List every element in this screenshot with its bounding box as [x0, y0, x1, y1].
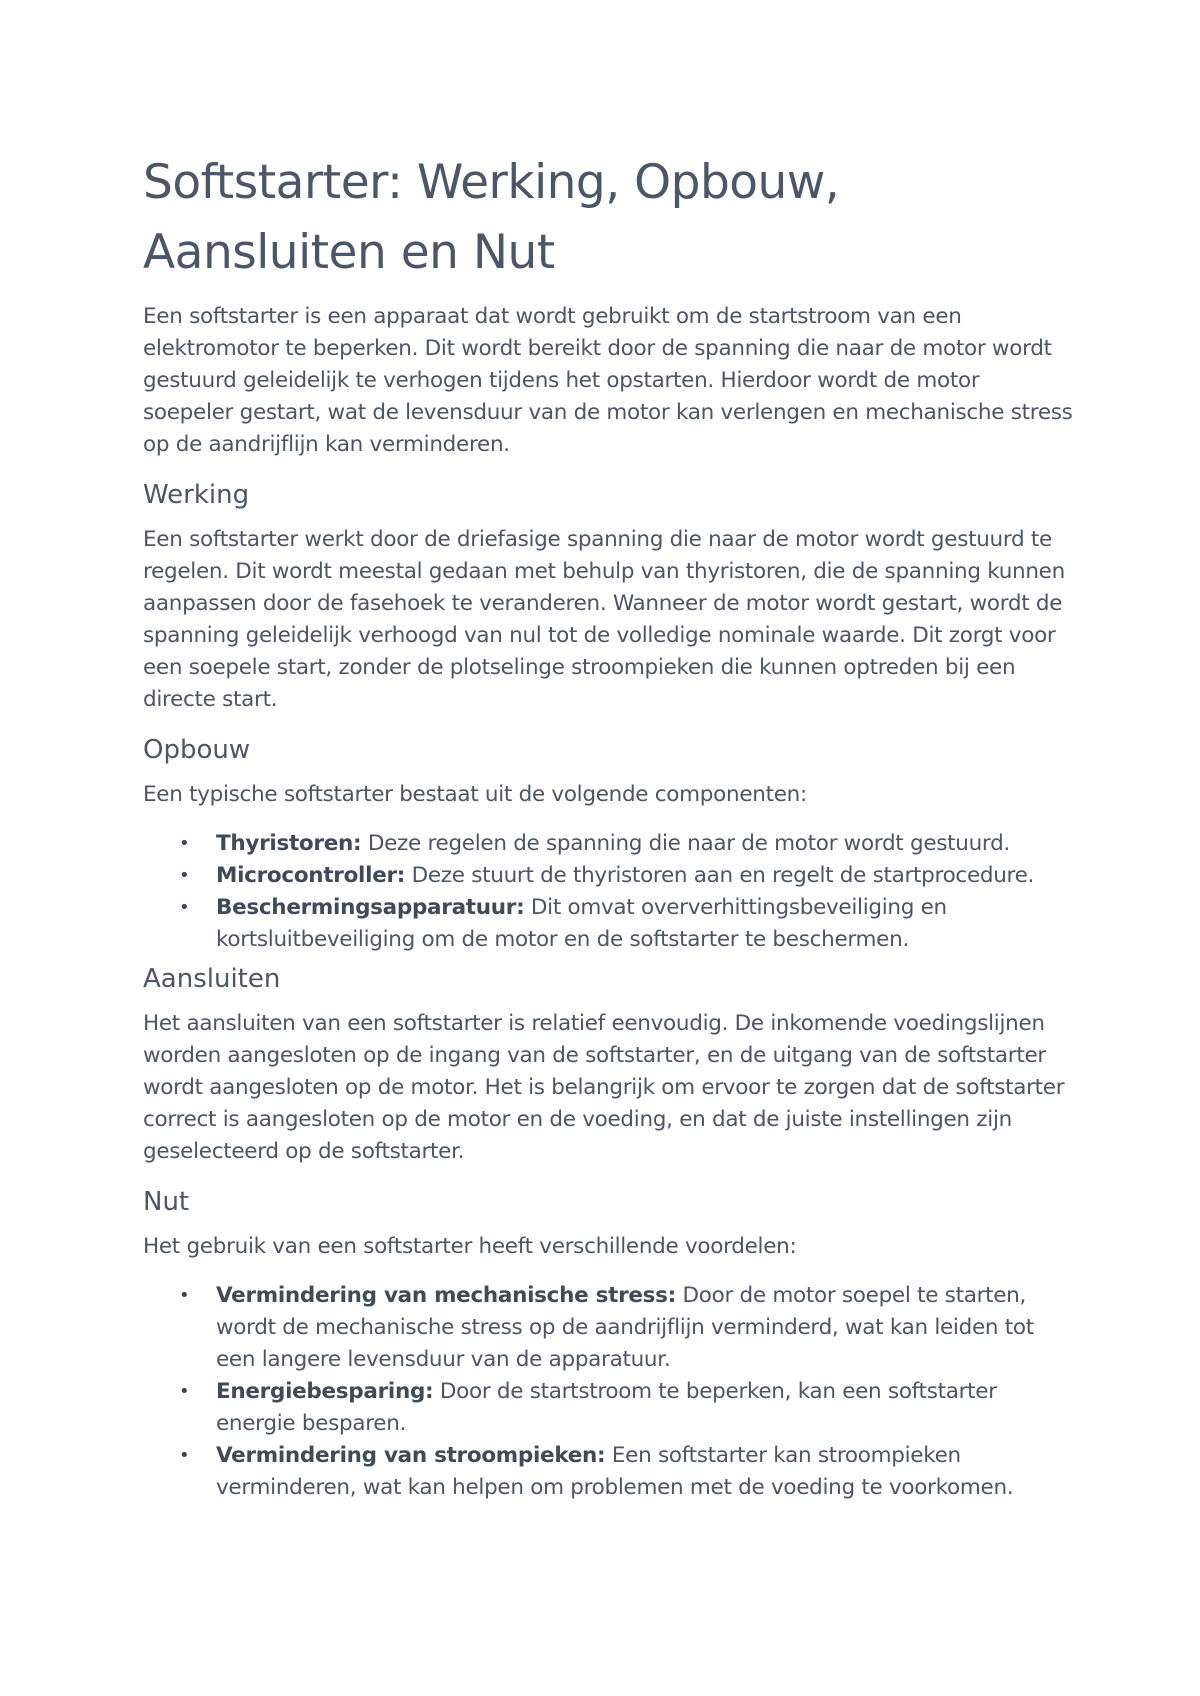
- bullet-icon: •: [179, 865, 190, 886]
- bullet-icon: •: [179, 833, 190, 854]
- list-item-description: Dit omvat oververhittingsbeveiliging en kortsluitbeveiliging om de motor en de softstarter te beschermen.: [216, 895, 947, 952]
- list-item-term: Microcontroller:: [216, 863, 406, 888]
- opbouw-intro: Een typische softstarter bestaat uit de volgende componenten:: [143, 782, 807, 807]
- list-item: [179, 828, 1073, 860]
- list-item-description: Een softstarter kan stroompieken verminderen, wat kan helpen om problemen met de voeding te voorkomen.: [216, 1443, 1014, 1500]
- list-item-description: Deze stuurt de thyristoren aan en regelt de startprocedure.: [405, 863, 1035, 888]
- list-item: [179, 860, 1073, 892]
- list-item: [179, 1440, 1073, 1504]
- opbouw-list: [143, 828, 1073, 956]
- list-item-description: Door de motor soepel te starten, wordt de mechanische stress op de aandrijflijn verminderd, wat kan leiden tot een langere levensduur van de apparatuur.: [216, 1283, 1034, 1372]
- heading-aansluiten: Aansluiten: [143, 964, 281, 994]
- list-item-term: Energiebesparing:: [216, 1379, 434, 1404]
- aansluiten-paragraph: Het aansluiten van een softstarter is relatief eenvoudig. De inkomende voedingslijnen worden aangesloten op de ingang van de softstarter, en de uitgang van de softstarter wordt aangesloten op de motor. Het is belangrijk om ervoor te zorgen dat de softstarter correct is aangesloten op de motor en de voeding, en dat de juiste instellingen zijn geselecteerd op de softstarter.: [143, 1011, 1065, 1164]
- document-page: [143, 148, 1073, 1510]
- heading-opbouw: Opbouw: [143, 735, 251, 765]
- bullet-icon: •: [179, 897, 190, 918]
- list-item-description: Door de startstroom te beperken, kan een softstarter energie besparen.: [216, 1379, 997, 1436]
- nut-intro: Het gebruik van een softstarter heeft verschillende voordelen:: [143, 1234, 797, 1259]
- bullet-icon: •: [179, 1445, 190, 1466]
- list-item-term: Beschermingsapparatuur:: [216, 895, 525, 920]
- list-item: [179, 892, 1073, 956]
- document-title: Softstarter: Werking, Opbouw, Aansluiten en Nut: [143, 155, 840, 280]
- werking-paragraph: Een softstarter werkt door de driefasige spanning die naar de motor wordt gestuurd te regelen. Dit wordt meestal gedaan met behulp van thyristoren, die de spanning kunnen aanpassen door de fasehoek te veranderen. Wanneer de motor wordt gestart, wordt de spanning geleidelijk verhoogd van nul tot de volledige nominale waarde. Dit zorgt voor een soepele start, zonder de plotselinge stroompieken die kunnen optreden bij een directe start.: [143, 527, 1065, 712]
- heading-nut: Nut: [143, 1187, 190, 1217]
- nut-list: [143, 1280, 1073, 1504]
- bullet-icon: •: [179, 1285, 190, 1306]
- list-item: [179, 1280, 1073, 1376]
- list-item-term: Vermindering van stroompieken:: [216, 1443, 606, 1468]
- heading-werking: Werking: [143, 480, 250, 510]
- list-item-description: Deze regelen de spanning die naar de motor wordt gestuurd.: [361, 831, 1010, 856]
- bullet-icon: •: [179, 1381, 190, 1402]
- intro-paragraph: Een softstarter is een apparaat dat wordt gebruikt om de startstroom van een elektromotor te beperken. Dit wordt bereikt door de spanning die naar de motor wordt gestuurd geleidelijk te verhogen tijdens het opstarten. Hierdoor wordt de motor soepeler gestart, wat de levensduur van de motor kan verlengen en mechanische stress op de aandrijflijn kan verminderen.: [143, 304, 1073, 457]
- list-item-term: Thyristoren:: [216, 831, 362, 856]
- list-item: [179, 1376, 1073, 1440]
- list-item-term: Vermindering van mechanische stress:: [216, 1283, 676, 1308]
